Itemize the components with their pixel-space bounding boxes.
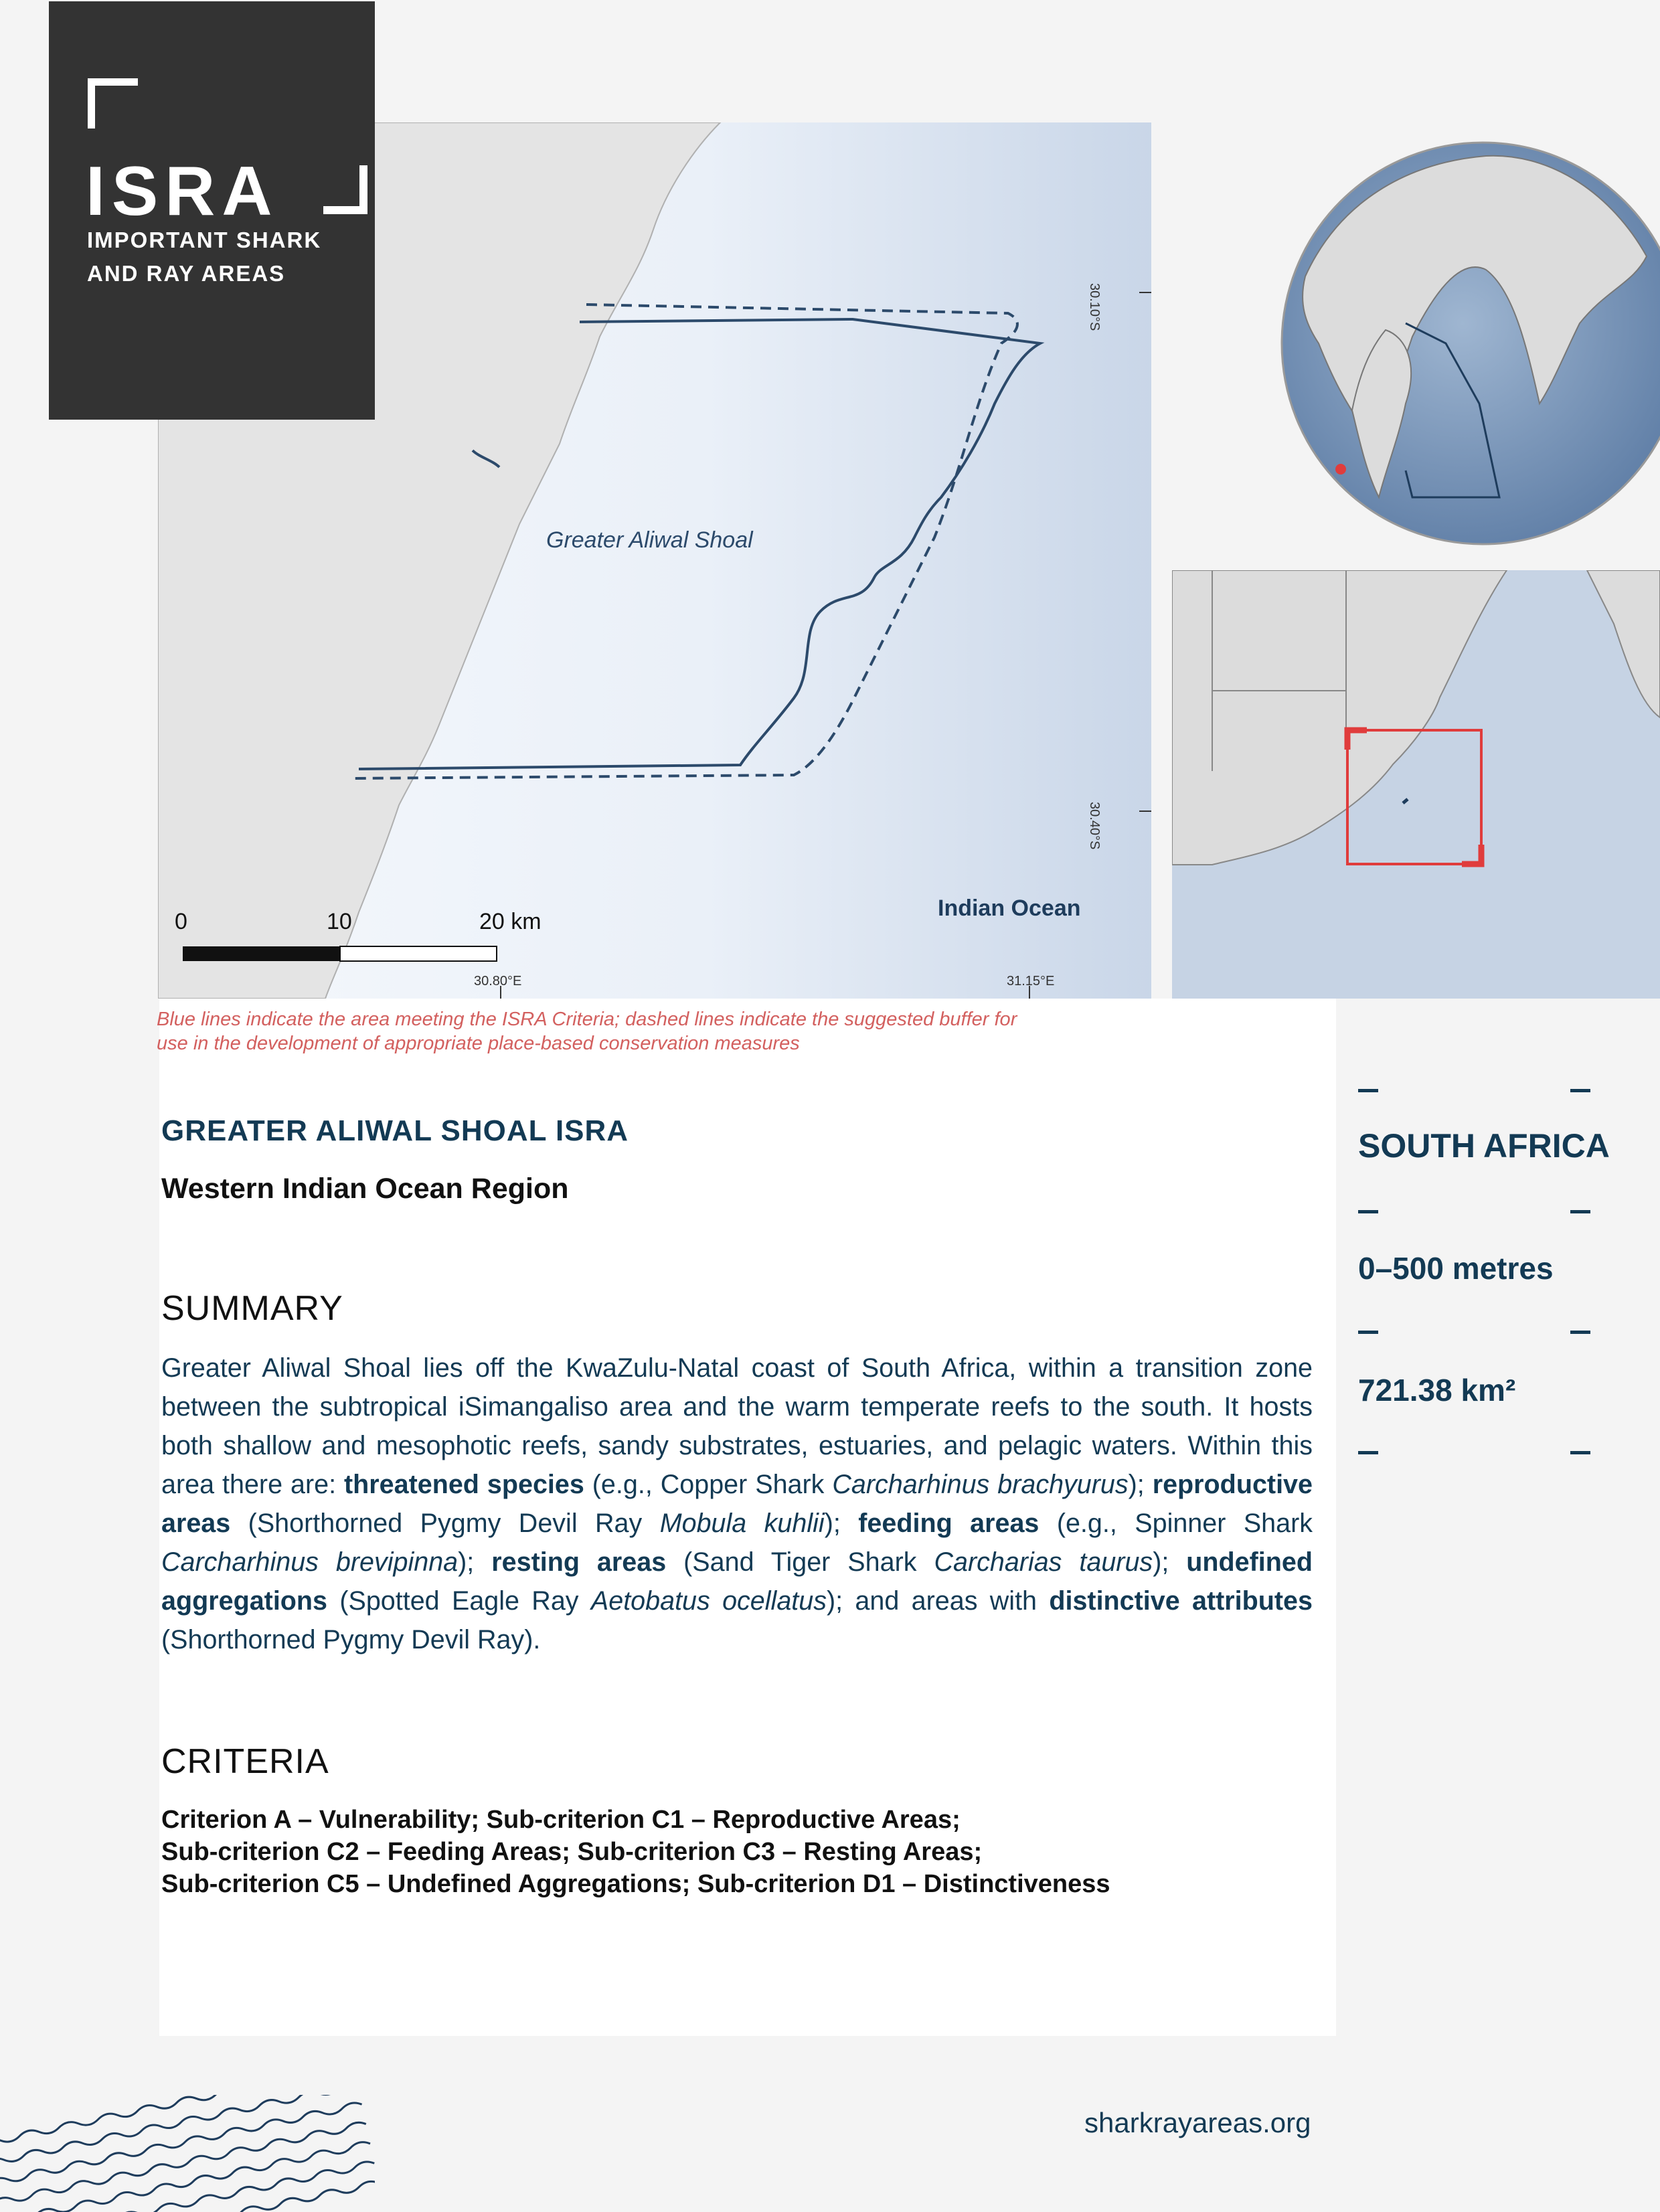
criteria-text	[161, 1804, 1313, 1900]
logo-line-1: IMPORTANT SHARK	[87, 228, 322, 252]
lat-tick-label-2: 30.40°S	[1087, 802, 1102, 850]
logo-corner-bottom	[323, 162, 370, 216]
caption-line-2: use in the development of appropriate place-based conservation measures	[157, 1033, 800, 1054]
summary-part: (Sand Tiger Shark	[666, 1547, 934, 1577]
summary-part: );	[1128, 1470, 1153, 1499]
divider	[1570, 1331, 1590, 1334]
scale-label-20: 20 km	[479, 909, 542, 934]
summary-part: );	[458, 1547, 492, 1577]
summary-part: (Shorthorned Pygmy Devil Ray).	[161, 1625, 541, 1654]
summary-species: Aetobatus ocellatus	[590, 1586, 827, 1616]
depth-range: 0–500 metres	[1358, 1251, 1554, 1286]
lon-tick-label-1: 30.80°E	[474, 974, 522, 989]
summary-part: Greater Aliwal Shoal lies off the KwaZulu-Natal coast of South Africa, within a transition zone between the subtropical iSimangaliso area and the warm temperate reefs to the south. It hosts both shallow and mesophotic reefs, sandy substrates, estuaries, and pelagic waters. Within this area there are:	[161, 1353, 1313, 1499]
summary-part: );	[1153, 1547, 1187, 1577]
scale-label-10: 10	[327, 909, 352, 934]
criteria-line-2: Sub-criterion C2 – Feeding Areas; Sub-criterion C3 – Resting Areas;	[161, 1838, 983, 1866]
summary-species: Carcharias taurus	[934, 1547, 1153, 1577]
summary-species: Mobula kuhlii	[659, 1509, 825, 1538]
divider	[1570, 1451, 1590, 1454]
summary-part: (Shorthorned Pygmy Devil Ray	[230, 1509, 660, 1538]
logo-line-2: AND RAY AREAS	[87, 261, 286, 286]
site-url-link[interactable]: sharkrayareas.org	[1084, 2107, 1311, 2138]
summary-part: (e.g., Copper Shark	[584, 1470, 833, 1499]
summary-part: (Spotted Eagle Ray	[327, 1586, 591, 1616]
area-label: Greater Aliwal Shoal	[546, 527, 753, 553]
summary-bold: feeding areas	[858, 1509, 1040, 1538]
scale-label-0: 0	[175, 909, 187, 934]
lat-tick-label-1: 30.10°S	[1087, 283, 1102, 331]
summary-bold: threatened species	[344, 1470, 584, 1499]
summary-part: (e.g., Spinner Shark	[1039, 1509, 1313, 1538]
divider	[1358, 1210, 1378, 1213]
criteria-line-3: Sub-criterion C5 – Undefined Aggregations; Sub-criterion D1 – Distinctiveness	[161, 1870, 1110, 1898]
caption-line-1: Blue lines indicate the area meeting the ISRA Criteria; dashed lines indicate the suggested buffer for	[157, 1009, 1017, 1030]
lon-tick-label-2: 31.15°E	[1007, 974, 1055, 989]
logo-corner-top	[88, 78, 141, 132]
summary-heading: SUMMARY	[161, 1289, 343, 1328]
divider	[1358, 1089, 1378, 1092]
country-name: SOUTH AFRICA	[1358, 1127, 1610, 1165]
map-caption	[157, 1007, 1147, 1055]
summary-bold: undefined aggregations	[161, 1547, 1313, 1616]
inset-map	[1172, 570, 1660, 999]
summary-bold: distinctive attributes	[1049, 1586, 1313, 1616]
site-title: GREATER ALIWAL SHOAL ISRA	[161, 1114, 629, 1147]
region-name: Western Indian Ocean Region	[161, 1173, 569, 1205]
criteria-line-1: Criterion A – Vulnerability; Sub-criterion C1 – Reproductive Areas;	[161, 1806, 961, 1834]
summary-part: ); and areas with	[826, 1586, 1050, 1616]
logo-word: ISRA	[86, 153, 279, 230]
summary-species: Carcharhinus brachyurus	[832, 1470, 1129, 1499]
divider	[1358, 1331, 1378, 1334]
criteria-heading: CRITERIA	[161, 1742, 329, 1781]
area-size: 721.38 km²	[1358, 1373, 1516, 1408]
wave-pattern	[0, 2095, 375, 2212]
summary-bold: reproductive areas	[161, 1470, 1313, 1538]
summary-part: );	[824, 1509, 859, 1538]
scale-bar-black	[183, 946, 340, 961]
globe-map	[1205, 122, 1660, 551]
summary-species: Carcharhinus brevipinna	[161, 1547, 459, 1577]
summary-text	[161, 1349, 1313, 1659]
divider	[1358, 1451, 1378, 1454]
summary-bold: resting areas	[491, 1547, 667, 1577]
divider	[1570, 1210, 1590, 1213]
ocean-label: Indian Ocean	[938, 896, 1081, 921]
scale-bar-white	[340, 946, 497, 961]
isra-logo	[49, 1, 375, 420]
divider	[1570, 1089, 1590, 1092]
